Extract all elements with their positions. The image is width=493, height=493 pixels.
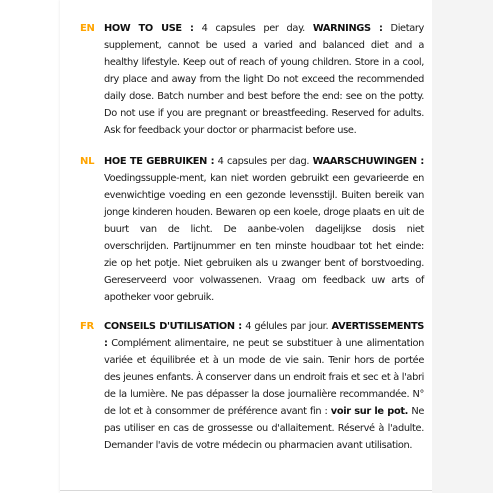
section-nl-text [104,153,424,306]
how-to-use-label-nl: HOE TE GEBRUIKEN : [104,156,215,167]
dosage-text-nl: 4 capsules per dag. [214,156,313,167]
dosage-text-fr: 4 gélules par jour. [241,321,332,332]
warnings-text-nl: Voedingssupple-ment, kan niet worden gebruikt een gevarieerde en evenwichtige voeding en een gezonde levensstijl. Buiten bereik van jonge kinderen houden. Bewaren op een koele, droge plaats en uit de buurt van de licht. De aanbe-volen dagelijkse dosis niet overschrijden. Partijnummer en ten minste houdbaar tot het einde: zie op het potje. Niet gebruiken als u zwanger bent of borstvoeding. Gereserveerd voor volwassenen. Vraag om feedback uw arts of apotheker voor gebruik. [104,173,424,303]
see-on-pot-phrase-fr: voir sur le pot. [330,406,409,417]
warnings-text-en: Dietary supplement, cannot be used a varied and balanced diet and a healthy lifestyle. Keep out of reach of young children. Store in a cool, dry place and away from the light Do not exceed the recommended daily dose. Batch number and best before the end: see on the potty. Do not use if you are pregnant or breastfeeding. Reserved for adults. Ask for feedback your doctor or pharmacist before use. [104,23,425,136]
warnings-label-en: WARNINGS : [312,23,383,34]
warnings-text-fr-part-2: Ne pas utiliser en cas de grossesse ou d'allaitement. Réservé à l'adulte. Demander l'avis de votre médecin ou pharmacien avant utilisation. [104,406,424,451]
warnings-label-nl: WAARSCHUWINGEN : [312,156,424,167]
bottom-divider [60,490,432,491]
section-fr-text [104,318,424,454]
language-code-nl: NL [80,156,95,167]
section-en-text [104,20,424,139]
how-to-use-label-fr: CONSEILS D'UTILISATION : [104,321,242,332]
warnings-label-fr: AVERTISSEMENTS : [104,321,424,349]
language-code-en: EN [80,23,95,34]
right-background-strip [432,0,493,493]
label-panel [60,0,432,493]
left-margin [0,0,60,493]
dosage-text-en: 4 capsules per day. [193,23,313,34]
how-to-use-label-en: HOW TO USE : [104,23,194,34]
language-code-fr: FR [80,321,94,332]
warnings-text-fr-part-1: Complément alimentaire, ne peut se substituer à une alimentation variée et équilibrée et à un mode de vie sain. Tenir hors de portée des jeunes enfants. À conserver dans un endroit frais et sec et à l'abri de la lumière. Ne pas dépasser la dose journalière recommandée. N° de lot et à consommer de préférence avant fin : [104,338,424,417]
